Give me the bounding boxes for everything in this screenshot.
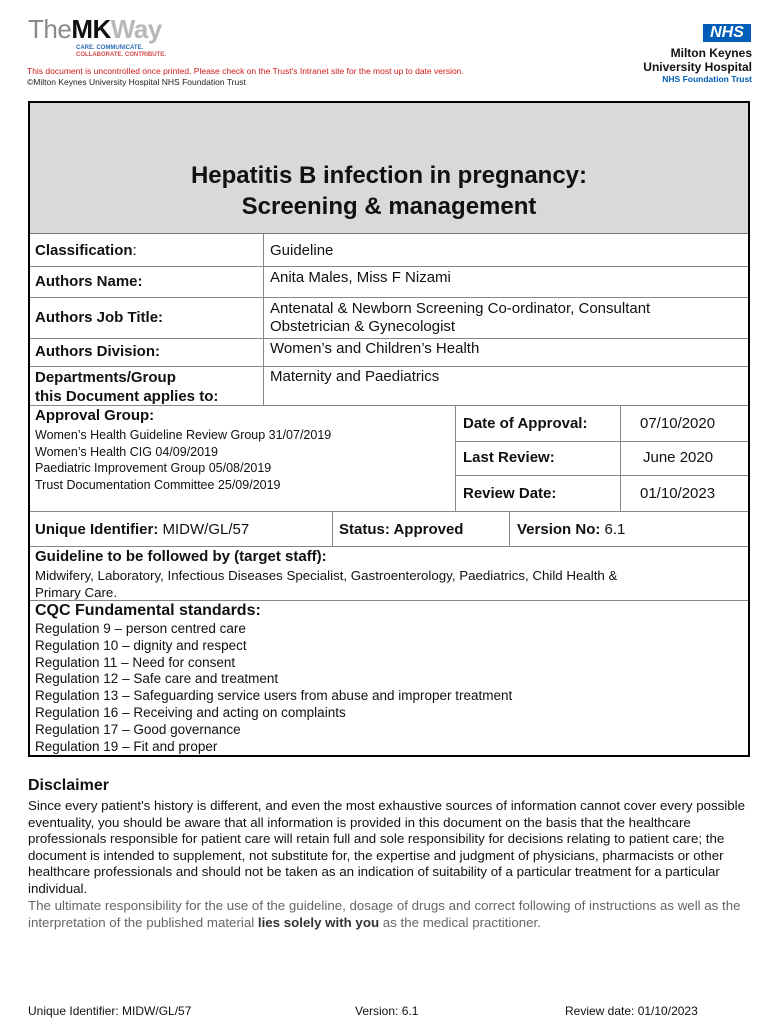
- regulation-item: Regulation 10 – dignity and respect: [35, 637, 247, 653]
- logo-the: The: [28, 14, 72, 44]
- approval-group-item: Paediatric Improvement Group 05/08/2019: [35, 461, 272, 475]
- job-title-label: Authors Job Title:: [35, 309, 164, 326]
- footer-unique-identifier: Unique Identifier: MIDW/GL/57: [28, 1004, 192, 1018]
- authors-name-value: Anita Males, Miss F Nizami: [270, 269, 451, 286]
- unique-identifier: Unique Identifier: MIDW/GL/57: [35, 521, 250, 538]
- status-label: Status: Approved: [339, 521, 464, 538]
- tagline-line-2: COLLABORATE. CONTRIBUTE.: [76, 52, 166, 58]
- title-line-1: Hepatitis B infection in pregnancy:: [190, 162, 588, 189]
- date-of-approval-label: Date of Approval:: [463, 415, 588, 432]
- departments-value: Maternity and Paediatrics: [270, 368, 440, 385]
- regulation-item: Regulation 13 – Safeguarding service users from abuse and improper treatment: [35, 688, 513, 704]
- cqc-regulation-list: [35, 621, 512, 755]
- tagline-line-1: CARE. COMMUNICATE.: [76, 45, 144, 51]
- nhs-logo: NHS: [703, 24, 751, 42]
- trust-subtitle: NHS Foundation Trust: [662, 74, 752, 84]
- mkway-logo: [28, 14, 162, 45]
- target-staff-label: Guideline to be followed by (target staff):: [35, 548, 327, 565]
- regulation-item: Regulation 19 – Fit and proper: [35, 738, 218, 754]
- disclaimer-responsibility: The ultimate responsibility for the use of the guideline, dosage of drugs and correct following of instructions as well as the interpretation of the published material lies solely with you as the medical practitioner.: [28, 898, 741, 930]
- document-title: [30, 160, 748, 222]
- division-label: Authors Division:: [35, 343, 161, 360]
- cqc-standards-label: CQC Fundamental standards:: [35, 602, 261, 619]
- regulation-item: Regulation 17 – Good governance: [35, 721, 241, 737]
- date-of-approval-value: 07/10/2020: [640, 415, 716, 432]
- last-review-value: June 2020: [643, 449, 714, 466]
- regulation-item: Regulation 9 – person centred care: [35, 621, 246, 636]
- title-line-2: Screening & management: [241, 193, 537, 220]
- footer-review-date: Review date: 01/10/2023: [565, 1004, 698, 1018]
- classification-value: Guideline: [270, 242, 334, 259]
- copyright-text: ©Milton Keynes University Hospital NHS Foundation Trust: [27, 77, 246, 87]
- authors-name-label: Authors Name:: [35, 273, 143, 290]
- trust-name: [643, 46, 752, 74]
- regulation-item: Regulation 16 – Receiving and acting on complaints: [35, 704, 346, 720]
- disclaimer-paragraph: Since every patient's history is different, and even the most exhaustive sources of information cannot cover every possible eventuality, you should be aware that all information is provided in this document on the basis that the healthcare professionals responsible for patient care will retain full and sole responsibility for decisions relating to patient care; the document is intended to supplement, not substitute for, the expertise and judgment of physicians, pharmacists or other healthcare professionals and should not be taken as an indication of suitability of a particular treatment for a particular individual.: [28, 798, 746, 896]
- division-value: Women’s and Children’s Health: [270, 340, 480, 357]
- uncontrolled-notice: This document is uncontrolled once printed. Please check on the Trust's Intranet site for the most up to date version.: [27, 66, 464, 76]
- trust-name-line-1: Milton Keynes: [670, 46, 752, 60]
- regulation-item: Regulation 12 – Safe care and treatment: [35, 671, 279, 687]
- classification-label: Classification:: [35, 242, 137, 259]
- version-number: Version No: 6.1: [517, 521, 626, 538]
- review-date-value: 01/10/2023: [640, 485, 716, 502]
- departments-label: Departments/Group this Document applies to:: [35, 369, 219, 405]
- approval-group-item: Women’s Health Guideline Review Group 31/07/2019: [35, 428, 332, 442]
- target-staff-list: Midwifery, Laboratory, Infectious Diseases Specialist, Gastroenterology, Paediatrics, Child Health & Primary Care.: [35, 568, 618, 600]
- approval-group-list: [35, 427, 331, 493]
- approval-group-label: Approval Group:: [35, 407, 155, 424]
- last-review-label: Last Review:: [463, 449, 555, 466]
- approval-group-item: Women’s Health CIG 04/09/2019: [35, 444, 218, 459]
- regulation-item: Regulation 11 – Need for consent: [35, 654, 236, 670]
- disclaimer-heading: Disclaimer: [28, 777, 109, 794]
- job-title-value: Antenatal & Newborn Screening Co-ordinator, Consultant Obstetrician & Gynecologist: [270, 300, 651, 335]
- logo-way: Way: [110, 14, 162, 44]
- logo-tagline: [76, 45, 166, 59]
- trust-name-line-2: University Hospital: [643, 60, 752, 74]
- footer-version: Version: 6.1: [355, 1004, 419, 1018]
- approval-group-item: Trust Documentation Committee 25/09/2019: [35, 477, 281, 492]
- logo-mk: MK: [71, 14, 111, 44]
- review-date-label: Review Date:: [463, 485, 557, 502]
